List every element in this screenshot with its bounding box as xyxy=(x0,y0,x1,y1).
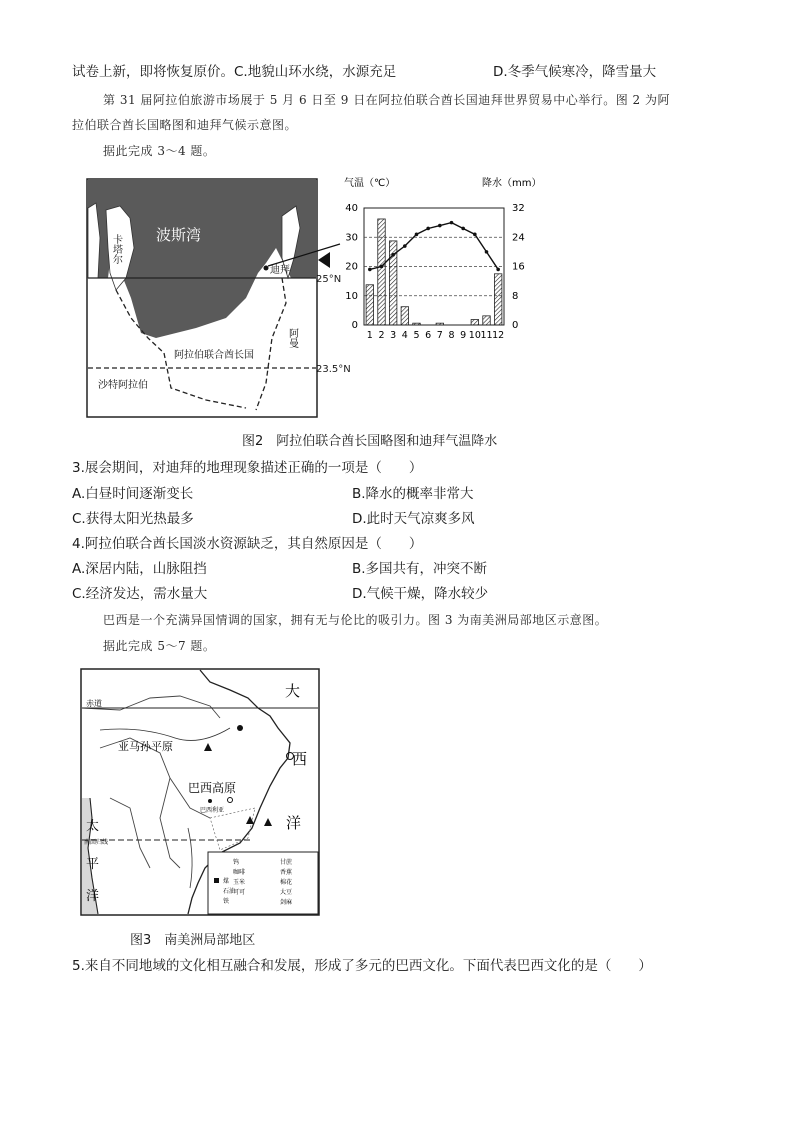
legend-soybean: 大豆 xyxy=(280,889,293,896)
temperature-point xyxy=(485,250,489,254)
q5-stem: 5.来自不同地域的文化相互融合和发展，形成了多元的巴西文化。下面代表巴西文化的是（ ） xyxy=(72,958,652,974)
precip-bar xyxy=(483,316,490,325)
precip-bar xyxy=(471,320,478,325)
legend-corn: 玉米 xyxy=(233,879,246,886)
legend-cotton: 棉花 xyxy=(280,879,293,886)
lat-25-label: 25°N xyxy=(316,274,342,285)
q3-option-b[interactable]: B.降水的概率非常大 xyxy=(352,486,474,502)
temperature-point xyxy=(450,221,454,225)
y-right-tick: 32 xyxy=(512,203,525,214)
precip-bar xyxy=(366,285,373,325)
legend-coal: 煤 xyxy=(223,878,230,885)
y-left-tick: 40 xyxy=(345,203,358,214)
y-right-tick: 0 xyxy=(512,320,519,331)
option-d-previous: D.冬季气候寒冷，降雪量大 xyxy=(493,64,657,80)
precip-bar xyxy=(401,307,408,325)
south-america-map xyxy=(80,668,320,916)
precip-bar xyxy=(494,274,501,325)
temperature-point xyxy=(415,233,419,237)
q4-option-b[interactable]: B.多国共有，冲突不断 xyxy=(352,561,488,577)
temperature-point xyxy=(461,227,465,231)
x-tick: 10 xyxy=(468,330,481,341)
x-tick: 8 xyxy=(448,330,455,341)
q4-stem: 4.阿拉伯联合酋长国淡水资源缺乏，其自然原因是（ ） xyxy=(72,536,423,552)
temperature-point xyxy=(426,227,430,231)
intro2-line-2: 据此完成 5～7 题。 xyxy=(103,639,216,653)
y-left-label: 气温（℃） xyxy=(344,178,396,189)
q4-option-c[interactable]: C.经济发达，需水量大 xyxy=(72,586,208,602)
y-right-tick: 8 xyxy=(512,290,519,302)
option-c-previous: 试卷上新，即将恢复原价。C.地貌山环水绕，水源充足 xyxy=(72,64,397,80)
intro-paragraph-line-3: 据此完成 3～4 题。 xyxy=(103,144,216,158)
brazil-plateau-label: 巴西高原 xyxy=(188,781,237,795)
temperature-point xyxy=(403,244,407,248)
x-tick: 11 xyxy=(480,330,493,341)
temperature-point xyxy=(496,268,500,272)
x-tick: 5 xyxy=(413,330,420,341)
atlantic-yang: 洋 xyxy=(286,814,302,832)
legend-sugarcane: 甘蔗 xyxy=(280,859,293,866)
x-tick: 6 xyxy=(425,330,432,341)
q3-option-a[interactable]: A.白昼时间逐渐变长 xyxy=(72,486,194,502)
qatar-label: 卡塔尔 xyxy=(110,234,122,264)
q4-option-a[interactable]: A.深居内陆，山脉阻挡 xyxy=(72,561,207,577)
y-left-tick: 20 xyxy=(345,261,358,273)
dubai-point xyxy=(264,266,269,271)
q3-stem: 3.展会期间，对迪拜的地理现象描述正确的一项是（ ） xyxy=(72,460,423,476)
pacific-ping: 平 xyxy=(86,857,100,872)
x-tick: 1 xyxy=(366,330,373,341)
temperature-point xyxy=(438,224,442,228)
intro-paragraph-line-1: 第 31 届阿拉伯旅游市场展于 5 月 6 日至 9 日在阿拉伯联合酋长国迪拜世界贸易中心举行。图 2 为阿 xyxy=(103,93,670,107)
persian-gulf-label: 波斯湾 xyxy=(156,226,202,244)
legend-iron: 铁 xyxy=(223,898,230,905)
saudi-label: 沙特阿拉伯 xyxy=(98,380,148,391)
x-tick: 3 xyxy=(390,330,397,341)
legend-banana: 香蕉 xyxy=(280,869,293,876)
brasilia-label: 巴西利亚 xyxy=(200,807,225,814)
temperature-point xyxy=(380,265,384,269)
y-left-tick: 30 xyxy=(345,232,358,244)
legend-coffee: 咖啡 xyxy=(233,869,246,876)
x-tick: 7 xyxy=(436,330,443,341)
uae-label: 阿拉伯联合酋长国 xyxy=(174,350,254,361)
intro2-line-1: 巴西是一个充满异国情调的国家，拥有无与伦比的吸引力。图 3 为南美洲局部地区示意图。 xyxy=(103,613,608,627)
y-left-tick: 10 xyxy=(345,290,358,302)
y-right-tick: 16 xyxy=(512,261,525,273)
figure-3-caption: 图3 南美洲局部地区 xyxy=(130,933,256,948)
arrow-head xyxy=(318,252,330,268)
pacific-yang: 洋 xyxy=(86,889,100,904)
intro-paragraph-line-2: 拉伯联合酋长国略图和迪拜气候示意图。 xyxy=(72,118,298,132)
atlantic-xi: 西 xyxy=(292,750,308,768)
legend-tungsten: 钨 xyxy=(233,859,240,866)
precip-bar xyxy=(378,219,385,325)
x-tick: 4 xyxy=(401,330,408,341)
atlantic-da: 大 xyxy=(285,682,301,700)
y-left-tick: 0 xyxy=(351,320,358,331)
legend-cocoa: 可可 xyxy=(233,889,246,896)
temperature-point xyxy=(391,253,395,257)
lat-23-5-label: 23.5°N xyxy=(316,364,351,375)
uae-map xyxy=(86,178,318,418)
q3-option-d[interactable]: D.此时天气凉爽多风 xyxy=(352,511,475,527)
temperature-point xyxy=(473,233,477,237)
pacific-tai: 太 xyxy=(86,819,100,834)
tropic-label: 南回归线 xyxy=(84,839,109,846)
temperature-point xyxy=(368,268,372,272)
x-tick: 12 xyxy=(492,330,505,341)
x-tick: 9 xyxy=(460,330,467,341)
q3-option-c[interactable]: C.获得太阳光热最多 xyxy=(72,511,194,527)
precip-bar xyxy=(413,323,420,325)
figure-2-caption: 图2 阿拉伯联合酋长国略图和迪拜气温降水 xyxy=(242,434,498,449)
precip-bar xyxy=(436,323,443,325)
y-right-tick: 24 xyxy=(512,232,525,244)
oman-label: 阿曼 xyxy=(286,328,298,348)
dubai-label: 迪拜 xyxy=(270,265,290,276)
dubai-climate-chart xyxy=(318,170,542,380)
equator-label: 赤道 xyxy=(86,699,102,708)
q4-option-d[interactable]: D.气候干燥，降水较少 xyxy=(352,586,489,602)
y-right-label: 降水（mm） xyxy=(482,178,542,189)
amazon-label: 亚马孙平原 xyxy=(118,740,173,753)
legend-oil: 石油 xyxy=(223,888,236,895)
x-tick: 2 xyxy=(378,330,385,341)
legend-sisal: 剑麻 xyxy=(280,899,293,906)
